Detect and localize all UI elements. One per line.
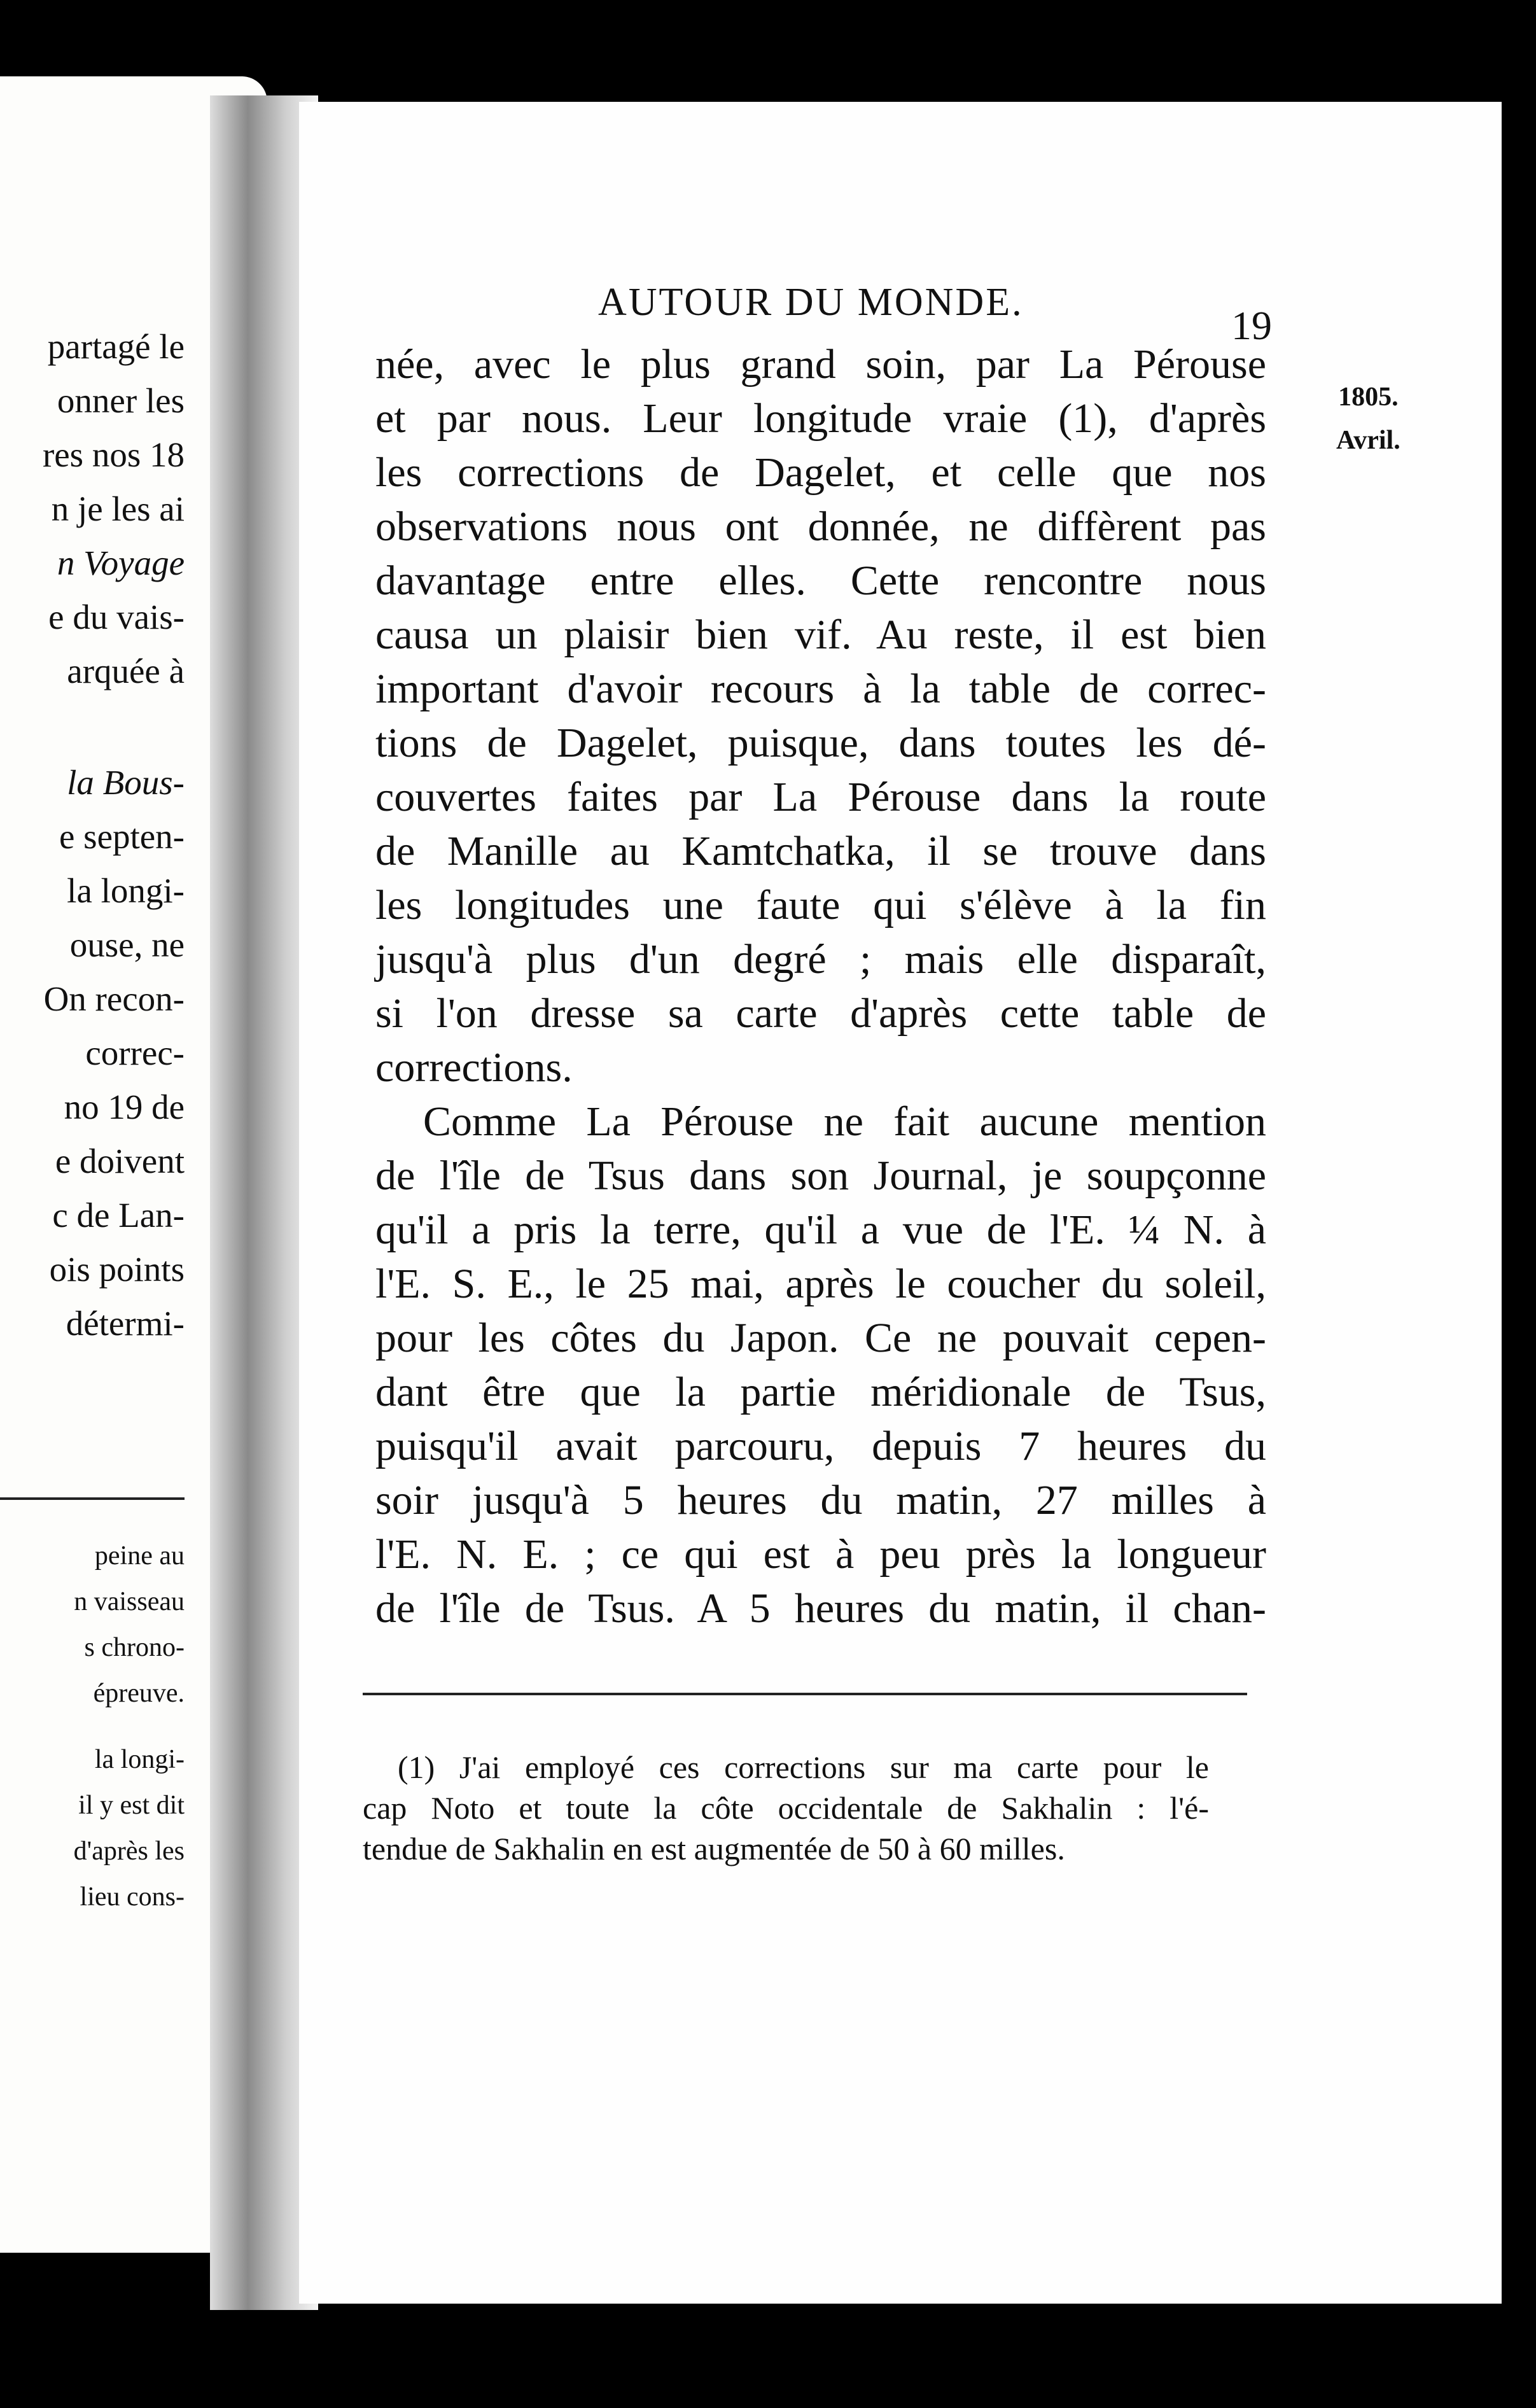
body-line: soir jusqu'à 5 heures du matin, 27 milles à (375, 1477, 1266, 1523)
left-note-line: n vaisseau (74, 1587, 185, 1616)
body-line: l'E. N. E. ; ce qui est à peu près la longueur (375, 1531, 1266, 1578)
left-note-line: épreuve. (93, 1679, 185, 1708)
body-line: pour les côtes du Japon. Ce ne pouvait cepen- (375, 1315, 1266, 1361)
body-line: jusqu'à plus d'un degré ; mais elle disparaît, (375, 936, 1266, 983)
body-line: si l'on dresse sa carte d'après cette table de (375, 990, 1266, 1037)
left-text-line: détermi- (66, 1304, 185, 1343)
left-text-line: On recon- (43, 979, 185, 1018)
body-line: les corrections de Dagelet, et celle que nos (375, 449, 1266, 496)
left-footnote-rule (0, 1497, 185, 1500)
left-text-line: ouse, ne (69, 925, 185, 964)
body-line: et par nous. Leur longitude vraie (1), d'après (375, 395, 1266, 442)
left-text-line: la longi- (67, 871, 185, 910)
left-text-line: partagé le (47, 327, 185, 366)
left-text-line: ois points (49, 1250, 185, 1289)
left-text-line: correc- (85, 1033, 185, 1072)
left-text-line: arquée à (67, 652, 185, 690)
body-line: corrections. (375, 1044, 573, 1091)
left-text-line: no 19 de (64, 1088, 185, 1126)
body-line: couvertes faites par La Pérouse dans la route (375, 774, 1266, 820)
footnote-line: cap Noto et toute la côte occidentale de Sakhalin : l'é- (363, 1790, 1209, 1826)
left-note-line: il y est dit (78, 1791, 185, 1820)
body-line: causa un plaisir bien vif. Au reste, il est bien (375, 612, 1266, 658)
page-number: 19 (1231, 303, 1272, 348)
left-text-line: c de Lan- (52, 1196, 185, 1235)
body-line: dant être que la partie méridionale de Tsus, (375, 1369, 1266, 1415)
body-line: puisqu'il avait parcouru, depuis 7 heures du (375, 1423, 1266, 1469)
body-line: née, avec le plus grand soin, par La Pérouse (375, 341, 1266, 388)
body-line: de l'île de Tsus. A 5 heures du matin, il chan- (375, 1585, 1266, 1632)
left-text-line: n je les ai (51, 489, 185, 528)
left-note-line: s chrono- (84, 1633, 185, 1662)
body-line: qu'il a pris la terre, qu'il a vue de l'E. ¼ N. à (375, 1207, 1266, 1253)
body-line: davantage entre elles. Cette rencontre nous (375, 557, 1266, 604)
body-text (375, 337, 1266, 1635)
body-line: observations nous ont donnée, ne diffèrent pas (375, 503, 1266, 550)
footnote-line: (1) J'ai employé ces corrections sur ma carte pour le (398, 1749, 1209, 1785)
left-text-line: e septen- (59, 817, 185, 856)
left-note-line: lieu cons- (80, 1882, 185, 1912)
body-line: de Manille au Kamtchatka, il se trouve dans (375, 828, 1266, 874)
left-text-line: res nos 18 (42, 435, 185, 474)
left-text-line: onner les (57, 381, 185, 420)
left-text-line: e du vais- (48, 598, 185, 636)
left-text-line: n Voyage (57, 543, 185, 582)
body-line: de l'île de Tsus dans son Journal, je soupçonne (375, 1152, 1266, 1199)
body-line: les longitudes une faute qui s'élève à la fin (375, 882, 1266, 928)
marginal-year: 1805. (1338, 382, 1399, 412)
marginal-date (1336, 375, 1400, 462)
body-line: l'E. S. E., le 25 mai, après le coucher du soleil, (375, 1261, 1266, 1307)
marginal-month: Avril. (1336, 426, 1400, 455)
left-text-line: la Bous- (67, 763, 185, 802)
running-head: AUTOUR DU MONDE. (598, 281, 1024, 324)
body-line: Comme La Pérouse ne fait aucune mention (423, 1098, 1266, 1145)
footnote-line: tendue de Sakhalin en est augmentée de 50 à 60 milles. (363, 1831, 1065, 1866)
left-note-line: peine au (94, 1541, 185, 1571)
footnote-rule (363, 1693, 1247, 1695)
left-text-line: e doivent (55, 1142, 185, 1180)
body-line: tions de Dagelet, puisque, dans toutes les dé- (375, 720, 1266, 766)
footnote (363, 1747, 1209, 1869)
body-line: important d'avoir recours à la table de correc- (375, 666, 1266, 712)
left-note-line: la longi- (94, 1745, 185, 1774)
left-note-line: d'après les (73, 1837, 185, 1866)
